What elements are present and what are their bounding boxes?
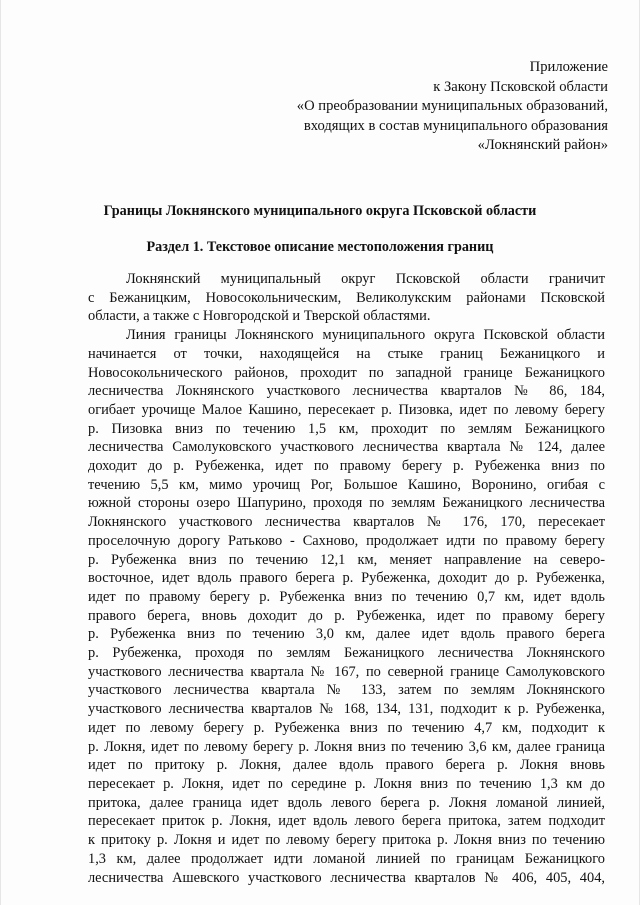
body-line: с Бежаницким, Новосокольническим, Великолукским районами Псковской	[88, 289, 605, 306]
body-line: пересекает р. Локня, идет по середине р. Локня вниз по течению 1,3 км до	[88, 775, 605, 792]
body-line: доходит до р. Рубеженка, идет по правому берегу р. Рубеженка вниз по	[88, 458, 605, 475]
body-line: восточное, идет вдоль правого берега р. Рубеженка, доходит до р. Рубеженка,	[88, 570, 605, 587]
appendix-line: входящих в состав муниципального образования	[303, 117, 608, 134]
body-line: участкового лесничества квартала № 167, по северной границе Самолуковского	[88, 663, 605, 680]
appendix-note	[297, 58, 608, 156]
body-line: начинается от точки, находящейся на стыке границ Бежаницкого и	[88, 345, 605, 362]
body-line: области, а также с Новгородской и Тверской областями.	[88, 308, 431, 325]
body-line: течению 5,5 км, мимо урочищ Рог, Большое Кашино, Воронино, огибая с	[88, 476, 605, 493]
body-line: идет по притоку р. Локня, далее вдоль правого берега р. Локня вновь	[88, 757, 605, 774]
body-line: лесничества Локнянского участкового лесничества кварталов № 86, 184,	[88, 383, 605, 400]
body-line: участкового лесничества квартала № 133, затем по землям Локнянского	[88, 682, 605, 699]
body-line: Локнянский муниципальный округ Псковской области граничит	[126, 271, 605, 287]
appendix-line: к Закону Псковской области	[433, 78, 608, 95]
body-line: южной стороны озеро Шапурино, проходя по землям Бежаницкого лесничества	[88, 495, 605, 512]
body-line: 1,3 км, далее продолжает идти ломаной линией по границам Бежаницкого	[88, 850, 605, 867]
body-line: лесничества Самолуковского участкового лесничества квартала № 124, далее	[88, 439, 605, 456]
body-line: огибает урочище Малое Кашино, пересекает р. Пизовка, идет по левому берегу	[88, 401, 605, 418]
scan-edge-left	[0, 0, 1, 905]
appendix-line: Приложение	[529, 59, 608, 75]
body-line: притока, далее граница идет вдоль левого берега р. Локня ломаной линией,	[88, 794, 605, 811]
body-line: к притоку р. Локня и идет по левому берегу притока р. Локня вниз по течению	[88, 832, 605, 849]
body-line: Новосокольнического районов, проходит по западной границе Бежаницкого	[88, 364, 605, 381]
body-line: идет по правому берегу р. Рубеженка вниз по течению 0,7 км, идет вдоль	[88, 588, 605, 605]
appendix-line: «О преобразовании муниципальных образований,	[296, 98, 608, 115]
body-line: р. Рубеженка, проходя по землям Бежаницкого лесничества Локнянского	[88, 645, 605, 662]
body-line: правого берега, вновь доходит до р. Рубеженка, идет по правому берегу	[88, 607, 605, 624]
body-line: пересекает приток р. Локня, идет вдоль левого берега притока, затем подходит	[88, 813, 605, 830]
section-title: Раздел 1. Текстовое описание местоположения границ	[146, 239, 494, 255]
document-title: Границы Локнянского муниципального округа Псковской области	[103, 203, 537, 219]
body-line: р. Рубеженка вниз по течению 3,0 км, далее идет вдоль правого берега	[88, 626, 605, 643]
body-line: идет по левому берегу р. Рубеженка вниз по течению 4,7 км, подходит к	[88, 719, 605, 736]
body-line: Локнянского участкового лесничества кварталов № 176, 170, пересекает	[88, 514, 605, 531]
body-line: участкового лесничества кварталов № 168, 134, 131, подходит к р. Рубеженка,	[88, 701, 605, 718]
body-line: Линия границы Локнянского муниципального округа Псковской области	[126, 327, 605, 344]
body-line: лесничества Ашевского участкового лесничества кварталов № 406, 405, 404,	[88, 869, 605, 886]
body-line: р. Рубеженка вниз по течению 12,1 км, меняет направление на северо-	[88, 551, 605, 568]
body-line: р. Пизовка вниз по течению 1,5 км, проходит по землям Бежаницкого	[88, 420, 605, 437]
body-line: проселочную дорогу Ратьково - Сахново, продолжает идти по правому берегу	[88, 532, 605, 549]
document-body	[88, 270, 605, 887]
body-line: р. Локня, идет по левому берегу р. Локня вниз по течению 3,6 км, далее граница	[88, 738, 605, 755]
appendix-line: «Локнянский район»	[477, 137, 608, 154]
